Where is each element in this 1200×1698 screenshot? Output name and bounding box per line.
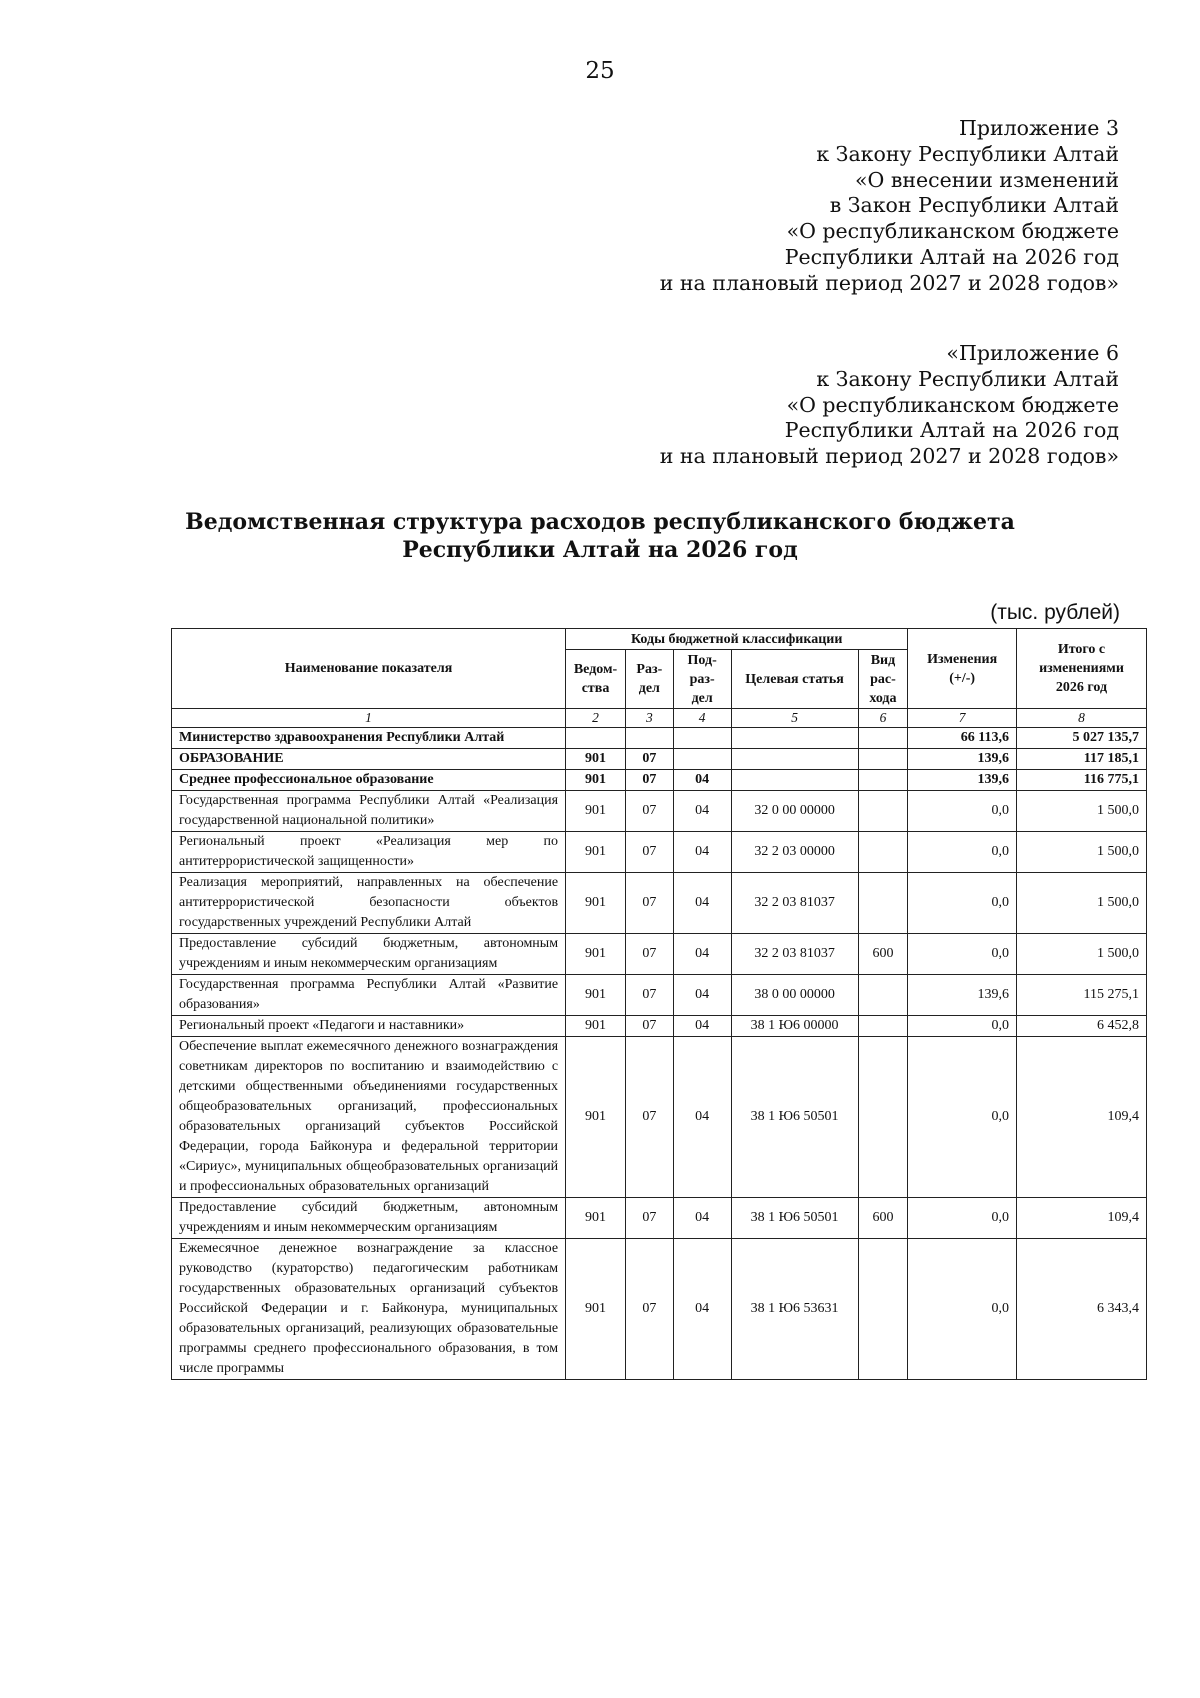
row-change: 139,6	[908, 749, 1017, 770]
row-target: 38 1 Ю6 00000	[731, 1016, 858, 1037]
row-target	[731, 749, 858, 770]
row-total: 6 452,8	[1017, 1016, 1147, 1037]
row-expense-type	[858, 873, 908, 934]
row-expense-type	[858, 791, 908, 832]
row-change: 139,6	[908, 770, 1017, 791]
row-target: 32 0 00 00000	[731, 791, 858, 832]
row-dept	[566, 728, 626, 749]
column-number-row	[172, 709, 1147, 728]
row-name: Предоставление субсидий бюджетным, автономным учреждениям и иным некоммерческим организациям	[172, 1198, 566, 1239]
row-section: 07	[625, 770, 673, 791]
table-row	[172, 1037, 1147, 1198]
header-total: Итого с изменениями 2026 год	[1017, 629, 1147, 709]
row-section: 07	[625, 1037, 673, 1198]
row-section	[625, 728, 673, 749]
row-total: 116 775,1	[1017, 770, 1147, 791]
table-row	[172, 934, 1147, 975]
table-row	[172, 1198, 1147, 1239]
row-total: 1 500,0	[1017, 832, 1147, 873]
row-total: 6 343,4	[1017, 1239, 1147, 1380]
row-dept: 901	[566, 1016, 626, 1037]
row-name: Обеспечение выплат ежемесячного денежного вознаграждения советникам директоров по воспитанию и взаимодействию с детскими общественными объединениями государственных общеобразовательных организаций, профессиональных образовательных организаций субъектов Российской Федерации, города Байконура и федеральной территории «Сириус», муниципальных общеобразовательных организаций и профессиональных образовательных организаций	[172, 1037, 566, 1198]
row-total: 117 185,1	[1017, 749, 1147, 770]
column-number: 7	[908, 709, 1017, 728]
column-number: 5	[731, 709, 858, 728]
column-number: 4	[673, 709, 731, 728]
table-row	[172, 749, 1147, 770]
row-target	[731, 728, 858, 749]
row-total: 1 500,0	[1017, 873, 1147, 934]
appendix-line: «О республиканском бюджете	[786, 392, 1119, 417]
row-dept: 901	[566, 1198, 626, 1239]
row-section: 07	[625, 1239, 673, 1380]
row-expense-type: 600	[858, 934, 908, 975]
row-target: 38 1 Ю6 53631	[731, 1239, 858, 1380]
row-target: 38 1 Ю6 50501	[731, 1037, 858, 1198]
appendix-line: к Закону Республики Алтай	[816, 366, 1119, 391]
document-title	[0, 508, 1200, 564]
header-row	[172, 629, 1147, 650]
table-row	[172, 975, 1147, 1016]
row-subsection: 04	[673, 873, 731, 934]
row-section: 07	[625, 873, 673, 934]
appendix-line: Приложение 3	[958, 116, 1119, 140]
row-change: 0,0	[908, 791, 1017, 832]
table-row	[172, 832, 1147, 873]
row-subsection: 04	[673, 1198, 731, 1239]
row-section: 07	[625, 1198, 673, 1239]
page-number: 25	[585, 58, 615, 84]
appendix-line: к Закону Республики Алтай	[816, 141, 1119, 166]
table-row	[172, 873, 1147, 934]
appendix-line: «Приложение 6	[946, 341, 1119, 365]
row-name: Государственная программа Республики Алтай «Реализация государственной национальной политики»	[172, 791, 566, 832]
row-total: 115 275,1	[1017, 975, 1147, 1016]
header-expense-type: Вид рас-хода	[858, 650, 908, 709]
row-target: 38 0 00 00000	[731, 975, 858, 1016]
row-name: Региональный проект «Педагоги и наставники»	[172, 1016, 566, 1037]
row-section: 07	[625, 749, 673, 770]
units-label: (тыс. рублей)	[990, 601, 1120, 624]
row-subsection: 04	[673, 1016, 731, 1037]
appendix-line: Республики Алтай на 2026 год	[784, 418, 1119, 443]
row-target: 32 2 03 81037	[731, 873, 858, 934]
row-expense-type	[858, 832, 908, 873]
row-total: 109,4	[1017, 1198, 1147, 1239]
row-name: Среднее профессиональное образование	[172, 770, 566, 791]
row-section: 07	[625, 1016, 673, 1037]
row-name: ОБРАЗОВАНИЕ	[172, 749, 566, 770]
column-number: 1	[172, 709, 566, 728]
row-change: 0,0	[908, 1016, 1017, 1037]
appendix-line: Республики Алтай на 2026 год	[784, 244, 1119, 269]
document-title-line-1: Ведомственная структура расходов республиканского бюджета	[185, 509, 1015, 535]
header-change: Изменения (+/-)	[908, 629, 1017, 709]
row-subsection	[673, 728, 731, 749]
row-subsection: 04	[673, 975, 731, 1016]
row-change: 0,0	[908, 1037, 1017, 1198]
row-dept: 901	[566, 770, 626, 791]
table-row	[172, 770, 1147, 791]
row-dept: 901	[566, 1239, 626, 1380]
appendix-line: «О республиканском бюджете	[786, 219, 1119, 244]
row-expense-type	[858, 770, 908, 791]
row-subsection	[673, 749, 731, 770]
row-dept: 901	[566, 1037, 626, 1198]
row-name: Реализация мероприятий, направленных на обеспечение антитеррористической безопасности объектов государственных учреждений Республики Алтай	[172, 873, 566, 934]
row-expense-type	[858, 975, 908, 1016]
row-expense-type	[858, 728, 908, 749]
header-subsection: Под-раз-дел	[673, 650, 731, 709]
row-section: 07	[625, 934, 673, 975]
row-section: 07	[625, 791, 673, 832]
row-section: 07	[625, 975, 673, 1016]
row-subsection: 04	[673, 934, 731, 975]
row-dept: 901	[566, 975, 626, 1016]
row-expense-type	[858, 1239, 908, 1380]
appendix-3-header	[660, 116, 1119, 297]
row-subsection: 04	[673, 832, 731, 873]
header-section: Раз-дел	[625, 650, 673, 709]
row-change: 66 113,6	[908, 728, 1017, 749]
header-dept: Ведом-ства	[566, 650, 626, 709]
row-total: 1 500,0	[1017, 934, 1147, 975]
row-target	[731, 770, 858, 791]
row-name: Ежемесячное денежное вознаграждение за классное руководство (кураторство) педагогическим работникам государственных образовательных организаций субъектов Российской Федерации и г. Байконура, муниципальных образовательных организаций, реализующих образовательные программы среднего профессионального образования, в том числе программы	[172, 1239, 566, 1380]
row-target: 32 2 03 00000	[731, 832, 858, 873]
row-subsection: 04	[673, 1037, 731, 1198]
row-dept: 901	[566, 791, 626, 832]
table-row	[172, 791, 1147, 832]
budget-table	[171, 628, 1147, 1380]
row-name: Предоставление субсидий бюджетным, автономным учреждениям и иным некоммерческим организациям	[172, 934, 566, 975]
row-total: 1 500,0	[1017, 791, 1147, 832]
table-row	[172, 1016, 1147, 1037]
document-title-line-2: Республики Алтай на 2026 год	[402, 537, 798, 563]
header-codes-group: Коды бюджетной классификации	[566, 629, 908, 650]
row-expense-type: 600	[858, 1198, 908, 1239]
appendix-line: и на плановый период 2027 и 2028 годов»	[659, 270, 1119, 295]
row-subsection: 04	[673, 1239, 731, 1380]
row-change: 139,6	[908, 975, 1017, 1016]
row-dept: 901	[566, 832, 626, 873]
row-change: 0,0	[908, 873, 1017, 934]
row-dept: 901	[566, 873, 626, 934]
appendix-line: «О внесении изменений	[854, 167, 1119, 192]
appendix-6-header	[660, 341, 1119, 470]
row-name: Государственная программа Республики Алтай «Развитие образования»	[172, 975, 566, 1016]
row-target: 32 2 03 81037	[731, 934, 858, 975]
appendix-line: в Закон Республики Алтай	[829, 193, 1119, 218]
column-number: 2	[566, 709, 626, 728]
header-target: Целевая статья	[731, 650, 858, 709]
row-expense-type	[858, 749, 908, 770]
column-number: 8	[1017, 709, 1147, 728]
row-name: Министерство здравоохранения Республики Алтай	[172, 728, 566, 749]
row-change: 0,0	[908, 1198, 1017, 1239]
row-change: 0,0	[908, 832, 1017, 873]
row-section: 07	[625, 832, 673, 873]
row-expense-type	[858, 1037, 908, 1198]
row-dept: 901	[566, 934, 626, 975]
row-target: 38 1 Ю6 50501	[731, 1198, 858, 1239]
row-subsection: 04	[673, 791, 731, 832]
row-subsection: 04	[673, 770, 731, 791]
table-row	[172, 728, 1147, 749]
column-number: 6	[858, 709, 908, 728]
row-change: 0,0	[908, 934, 1017, 975]
row-total: 109,4	[1017, 1037, 1147, 1198]
column-number: 3	[625, 709, 673, 728]
row-name: Региональный проект «Реализация мер по антитеррористической защищенности»	[172, 832, 566, 873]
appendix-line: и на плановый период 2027 и 2028 годов»	[659, 444, 1119, 469]
table-row	[172, 1239, 1147, 1380]
row-change: 0,0	[908, 1239, 1017, 1380]
header-name: Наименование показателя	[172, 629, 566, 709]
row-dept: 901	[566, 749, 626, 770]
row-total: 5 027 135,7	[1017, 728, 1147, 749]
row-expense-type	[858, 1016, 908, 1037]
